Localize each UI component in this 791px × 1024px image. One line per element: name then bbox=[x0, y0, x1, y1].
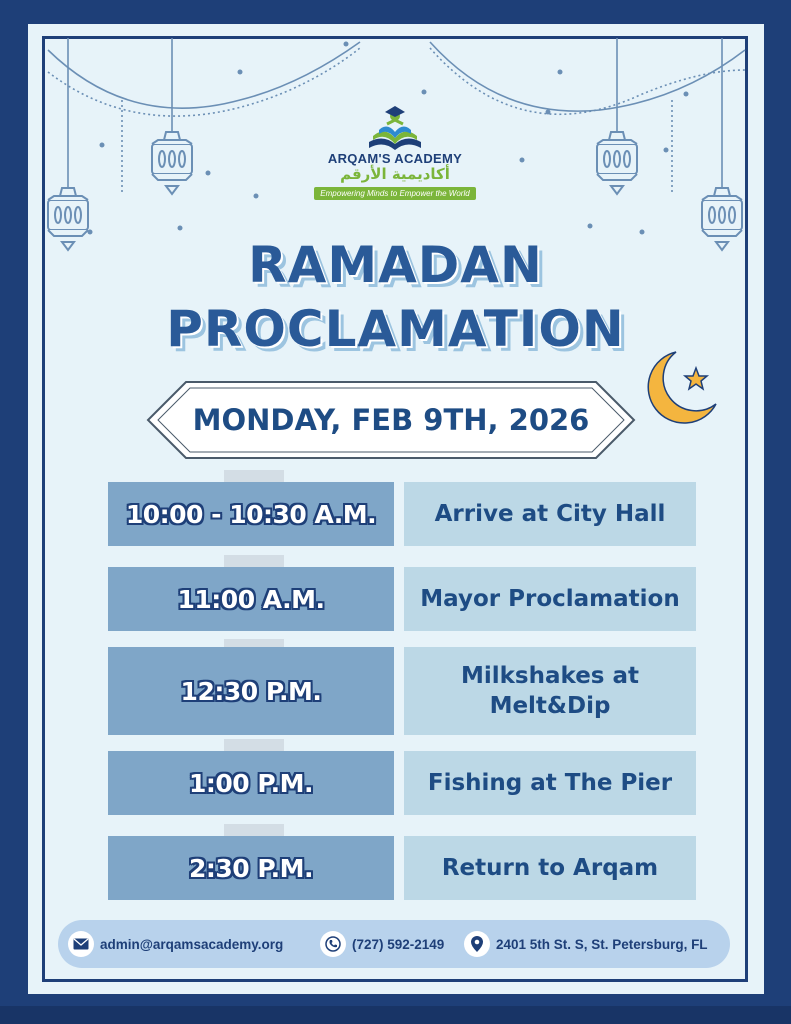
time-tab bbox=[224, 470, 284, 482]
time-box bbox=[108, 482, 394, 546]
schedule-row bbox=[108, 482, 698, 546]
schedule-time: 12:30 P.M. bbox=[180, 676, 322, 706]
logo-name-en: ARQAM'S ACADEMY bbox=[327, 151, 463, 166]
schedule-time: 1:00 P.M. bbox=[189, 768, 313, 798]
schedule-time: 2:30 P.M. bbox=[189, 853, 313, 883]
time-tab bbox=[224, 739, 284, 751]
title-line-2: PROCLAMATION bbox=[166, 300, 625, 358]
time-tab bbox=[224, 555, 284, 567]
envelope-icon bbox=[68, 931, 94, 957]
contact-bar bbox=[58, 920, 730, 968]
schedule-row bbox=[108, 836, 698, 900]
activity-box bbox=[404, 836, 696, 900]
email-text: admin@arqamsacademy.org bbox=[100, 936, 284, 952]
activity-box bbox=[404, 482, 696, 546]
logo-tagline: Empowering Minds to Empower the World bbox=[314, 187, 475, 200]
address-text: 2401 5th St. S, St. Petersburg, FL bbox=[496, 936, 708, 952]
contact-email[interactable] bbox=[68, 920, 283, 968]
time-box bbox=[108, 567, 394, 631]
phone-text: (727) 592-2149 bbox=[352, 936, 445, 952]
logo-name-ar: أكاديمية الأرقم bbox=[340, 165, 450, 183]
schedule-activity: Mayor Proclamation bbox=[420, 586, 680, 612]
schedule-row bbox=[108, 567, 698, 631]
schedule-activity: Fishing at The Pier bbox=[427, 770, 673, 796]
activity-box bbox=[404, 751, 696, 815]
map-pin-icon bbox=[464, 931, 490, 957]
contact-phone[interactable] bbox=[320, 920, 444, 968]
academy-logo bbox=[310, 104, 480, 208]
schedule-activity: Arrive at City Hall bbox=[434, 501, 666, 527]
activity-box bbox=[404, 647, 696, 735]
contact-address[interactable] bbox=[464, 920, 708, 968]
time-box bbox=[108, 647, 394, 735]
bottom-strip bbox=[0, 1006, 791, 1024]
schedule-activity: Return to Arqam bbox=[441, 855, 659, 881]
schedule-time: 10:00 - 10:30 A.M. bbox=[125, 499, 377, 529]
schedule-activity: Milkshakes at Melt&Dip bbox=[460, 663, 640, 719]
time-box bbox=[108, 751, 394, 815]
schedule-time: 11:00 A.M. bbox=[177, 584, 325, 614]
book-graduate-icon bbox=[363, 104, 427, 150]
time-tab bbox=[224, 824, 284, 836]
date-banner bbox=[146, 380, 636, 460]
title-line-1: RAMADAN bbox=[248, 236, 543, 294]
time-box bbox=[108, 836, 394, 900]
schedule-row bbox=[108, 647, 698, 735]
phone-icon bbox=[320, 931, 346, 957]
schedule-row bbox=[108, 751, 698, 815]
event-date: MONDAY, FEB 9TH, 2026 bbox=[192, 403, 590, 437]
crescent-moon-star-icon bbox=[636, 348, 722, 428]
activity-box bbox=[404, 567, 696, 631]
